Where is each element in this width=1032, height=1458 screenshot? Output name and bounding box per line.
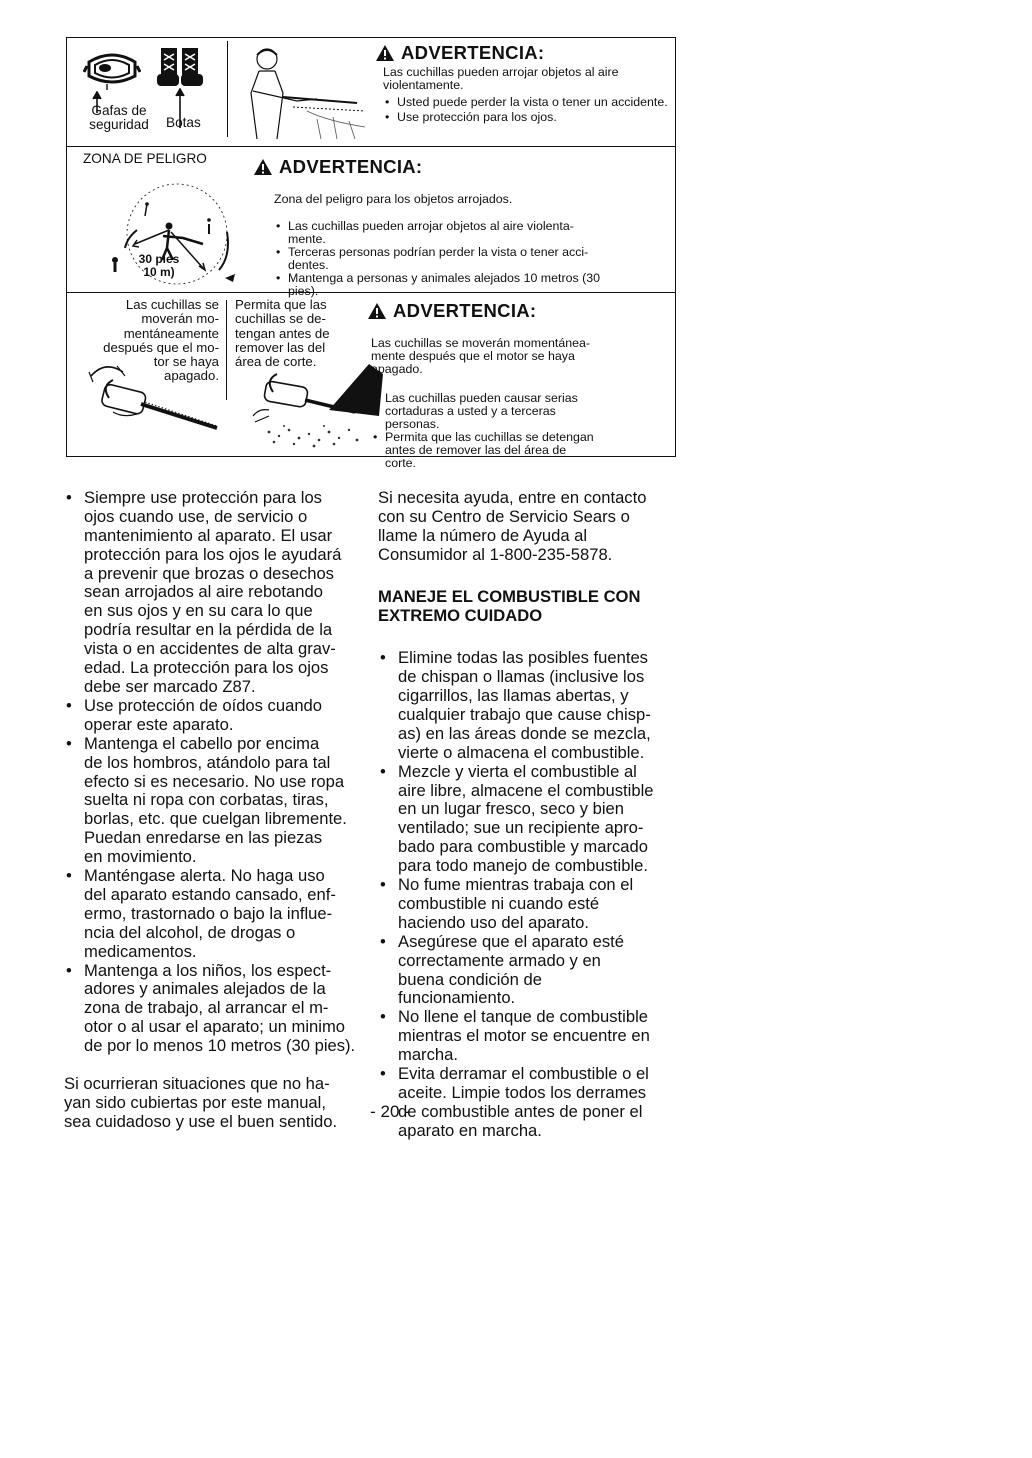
bullet-item: • Las cuchillas pueden causar serias cortaduras a usted y a terceras personas.: [371, 392, 671, 431]
divider: [227, 41, 228, 137]
help-paragraph: Si necesita ayuda, entre en contacto con su Centro de Servicio Sears o llame la número de Ayuda al Consumidor al 1-800-235-5878.: [378, 487, 647, 564]
warning-body-1: [383, 66, 668, 126]
distance-label: [127, 253, 191, 279]
bullet-item: • Siempre use protección para los ojos cuando use, de servicio o mantenimiento al aparato. El usar protección para los ojos le ayudará a prevenir que brozas o desechos sean arrojados al aire rebotando en sus ojos y en su cara lo que podría resultar en la pérdida de la vista o en accidentes de alta grav- edad. La protección para los ojos debe ser marcado Z87.: [64, 489, 374, 697]
warning-bullets: [371, 392, 671, 470]
left-column: [64, 470, 374, 1151]
bullet-item: • Mantenga a personas y animales alejados 10 metros (30 pies).: [274, 272, 669, 298]
warning-triangle-icon: [367, 302, 387, 320]
fuel-section-heading: MANEJE EL COMBUSTIBLE CON EXTREMO CUIDADO: [378, 587, 641, 626]
distance-meters: 10 m): [143, 265, 175, 279]
warning-bullets: [383, 96, 668, 124]
bullet-item: • No fume mientras trabaja con el combustible ni cuando esté haciendo uso del aparato.: [378, 876, 678, 933]
warning-body-3: [371, 324, 671, 483]
bullet-item: • Use protección para los ojos.: [383, 111, 668, 124]
closing-paragraph: Si ocurrieran situaciones que no ha- yan sido cubiertas por este manual, sea cuidadoso y use el buen sentido.: [64, 1074, 338, 1131]
bullet-item: • Elimine todas las posibles fuentes de chispan o llamas (inclusive los cigarrillos, las llamas abertas, y cualquier trabajo que cause chisp- as) en las áreas donde se mezcla, vierte o almacena el combustible.: [378, 649, 678, 762]
hedge-trimmer-illustration: [83, 356, 223, 446]
warning-heading-3: [367, 300, 536, 322]
right-column: [378, 470, 678, 1160]
warning-body-2: [274, 180, 669, 311]
warning-triangle-icon: [253, 158, 273, 176]
trimmer-debris-illustration: [229, 356, 391, 452]
warning-intro: Zona del peligro para los objetos arrojados.: [274, 192, 513, 206]
bullet-item: • Las cuchillas pueden arrojar objetos al aire violenta- mente.: [274, 220, 669, 246]
warning-heading-text: ADVERTENCIA:: [279, 156, 423, 177]
page-number: - 20 -: [370, 1102, 410, 1121]
divider: [226, 300, 227, 400]
bullet-item: • Terceras personas podrían perder la vista o tener acci- dentes.: [274, 246, 669, 272]
fuel-bullet-list: [378, 649, 678, 1141]
boots-caption: Botas: [166, 115, 201, 130]
warning-bullets: [274, 220, 669, 298]
bullet-item: • Asegúrese que el aparato esté correctamente armado y en buena condición de funcionamiento.: [378, 933, 678, 1009]
bullet-item: • Manténgase alerta. No haga uso del aparato estando cansado, enf- ermo, trastornado o bajo la influe- ncia del alcohol, de drogas o medicamentos.: [64, 867, 374, 962]
blades-stop-caption: Permita que las cuchillas se de- tengan antes de remover las del área de corte.: [235, 297, 330, 370]
warning-heading-1: [375, 42, 544, 64]
warning-triangle-icon: [375, 44, 395, 62]
safety-boots-icon: [155, 44, 207, 90]
danger-zone-label: ZONA DE PELIGRO: [83, 151, 207, 166]
blades-coast-caption: Las cuchillas se moverán mo- mentáneamente después que el mo- tor se haya apagado.: [103, 297, 219, 384]
warning-intro: Las cuchillas pueden arrojar objetos al aire violentamente.: [383, 65, 619, 92]
divider: [67, 146, 675, 147]
bullet-item: • Permita que las cuchillas se detengan antes de remover las del área de corte.: [371, 431, 671, 470]
operator-hedge-trimmer-illustration: [237, 41, 367, 141]
bullet-item: • Usted puede perder la vista o tener un accidente.: [383, 96, 668, 109]
bullet-item: • Evita derramar el combustible o el aceite. Limpie todos los derrames de combustible antes de poner el aparato en marcha.: [378, 1065, 678, 1141]
bullet-item: • Mantenga a los niños, los espect- adores y animales alejados de la zona de trabajo, al arrancar el m- otor o al usar el aparato; un minimo de por lo menos 10 metros (30 pies).: [64, 962, 374, 1057]
warning-intro: Las cuchillas se moverán momentánea- mente después que el motor se haya apagado.: [371, 336, 591, 376]
bullet-item: • No llene el tanque de combustible mientras el motor se encuentre en marcha.: [378, 1008, 678, 1065]
warning-heading-2: [253, 156, 422, 178]
safety-goggles-icon: [83, 46, 141, 92]
bullet-item: • Mezcle y vierta el combustible al aire libre, almacene el combustible en un lugar fresco, seco y bien ventilado; sue un recipiente apro- bado para combustible y marcado para todo manejo de combustible.: [378, 763, 678, 876]
warning-heading-text: ADVERTENCIA:: [401, 42, 545, 63]
bullet-item: • Mantenga el cabello por encima de los hombros, atándolo para tal efecto si es necesario. No use ropa suelta ni ropa con corbatas, tiras, borlas, etc. que cuelgan libremente. Puedan enredarse en las piezas en movimiento.: [64, 735, 374, 867]
bullet-item: • Use protección de oídos cuando operar este aparato.: [64, 697, 374, 735]
goggles-caption: Gafas de seguridad: [89, 103, 149, 132]
warning-box: [66, 37, 676, 470]
distance-feet: 30 pies: [138, 252, 180, 266]
warning-heading-text: ADVERTENCIA:: [393, 300, 537, 321]
safety-bullet-list: [64, 489, 374, 1056]
